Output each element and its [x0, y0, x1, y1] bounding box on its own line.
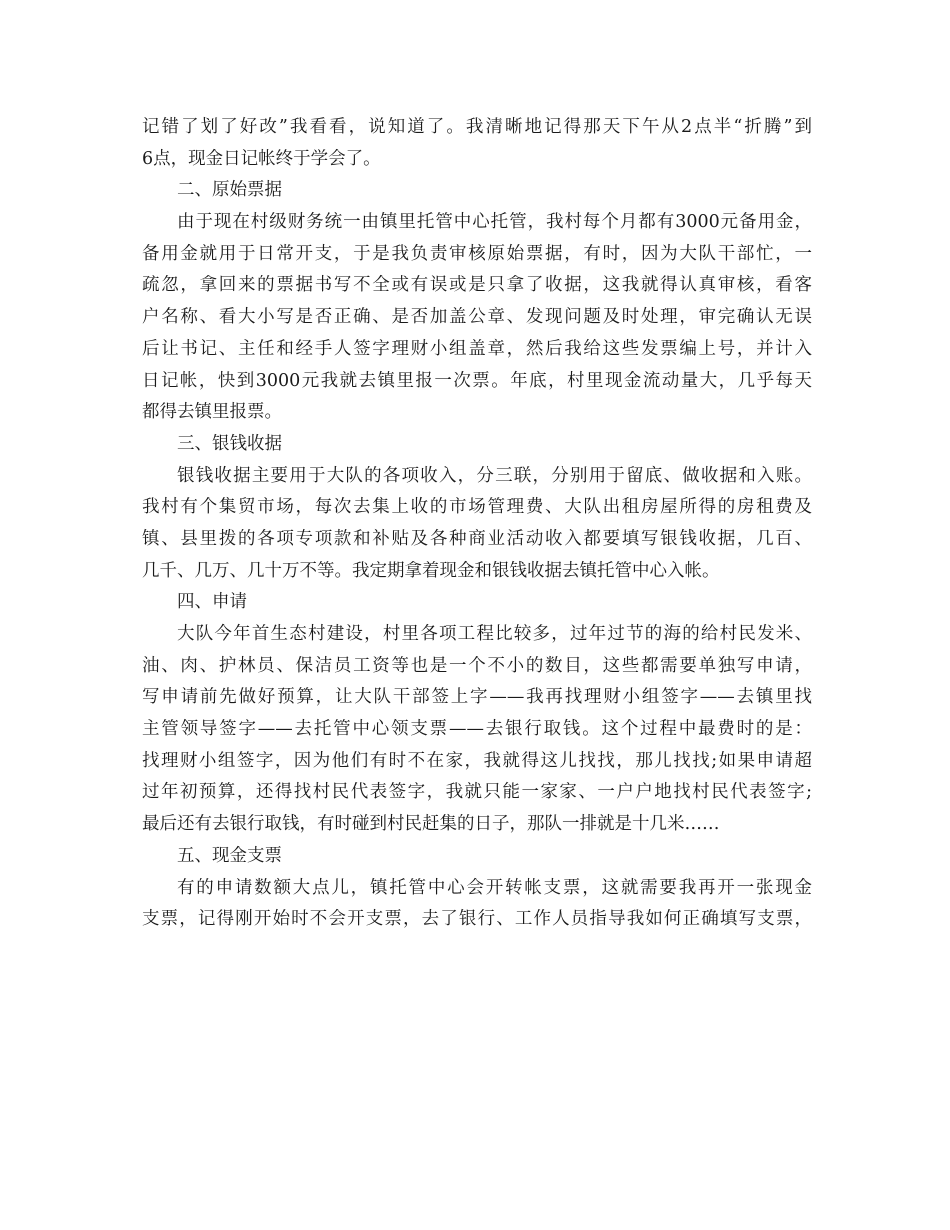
text-line: 几千、几万、几十万不等。我定期拿着现金和银钱收据去镇托管中心入帐。 — [142, 560, 720, 581]
text-line: 后让书记、主任和经手人签字理财小组盖章，然后我给这些发票编上号，并计入 — [142, 338, 812, 359]
text-line: 最后还有去银行取钱，有时碰到村民赶集的日子，那队一排就是十几米…… — [142, 814, 720, 835]
text-line: 银钱收据主要用于大队的各项收入，分三联，分别用于留底、做收据和入账。 — [177, 465, 812, 486]
text-line: 都得去镇里报票。 — [142, 402, 282, 423]
text-line: 油、肉、护林员、保洁员工资等也是一个不小的数目，这些都需要单独写申请， — [142, 655, 812, 676]
text-line: 记错了划了好改”我看看，说知道了。我清晰地记得那天下午从2点半“折腾”到 — [142, 117, 812, 137]
text-line: 备用金就用于日常开支，于是我负责审核原始票据，有时，因为大队干部忙，一 — [142, 243, 812, 264]
text-line: 镇、县里拨的各项专项款和补贴及各种商业活动收入都要填写银钱收据，几百、 — [142, 528, 812, 549]
text-line: 五、现金支票 — [177, 845, 282, 866]
text-line: 三、银钱收据 — [177, 433, 282, 454]
text-line: 大队今年首生态村建设，村里各项工程比较多，过年过节的海的给村民发米、 — [177, 624, 812, 644]
text-line: 日记帐，快到3000元我就去镇里报一次票。年底，村里现金流动量大，几乎每天 — [142, 370, 812, 391]
text-line: 有的申请数额大点儿，镇托管中心会开转帐支票，这就需要我再开一张现金 — [177, 877, 812, 898]
text-line: 过年初预算，还得找村民代表签字，我就只能一家家、一户户地找村民代表签字; — [142, 782, 812, 803]
document-body — [142, 112, 812, 936]
text-line: 由于现在村级财务统一由镇里托管中心托管，我村每个月都有3000元备用金， — [177, 212, 812, 233]
text-line: 户名称、看大小写是否正确、是否加盖公章、发现问题及时处理，审完确认无误 — [142, 307, 812, 328]
text-line: 四、申请 — [177, 592, 247, 613]
text-line: 支票，记得刚开始时不会开支票，去了银行、工作人员指导我如何正确填写支票， — [142, 909, 812, 930]
text-line: 疏忽，拿回来的票据书写不全或有误或是只拿了收据，这我就得认真审核，看客 — [142, 275, 812, 296]
text-line: 找理财小组签字，因为他们有时不在家，我就得这儿找找，那儿找找;如果申请超 — [142, 750, 812, 771]
text-line: 写申请前先做好预算，让大队干部签上字——我再找理财小组签字——去镇里找 — [142, 687, 812, 708]
text-line: 我村有个集贸市场，每次去集上收的市场管理费、大队出租房屋所得的房租费及 — [142, 497, 812, 518]
text-line: 6点，现金日记帐终于学会了。 — [142, 148, 381, 169]
text-line: 主管领导签字——去托管中心领支票——去银行取钱。这个过程中最费时的是： — [142, 719, 812, 740]
text-line: 二、原始票据 — [177, 180, 282, 201]
